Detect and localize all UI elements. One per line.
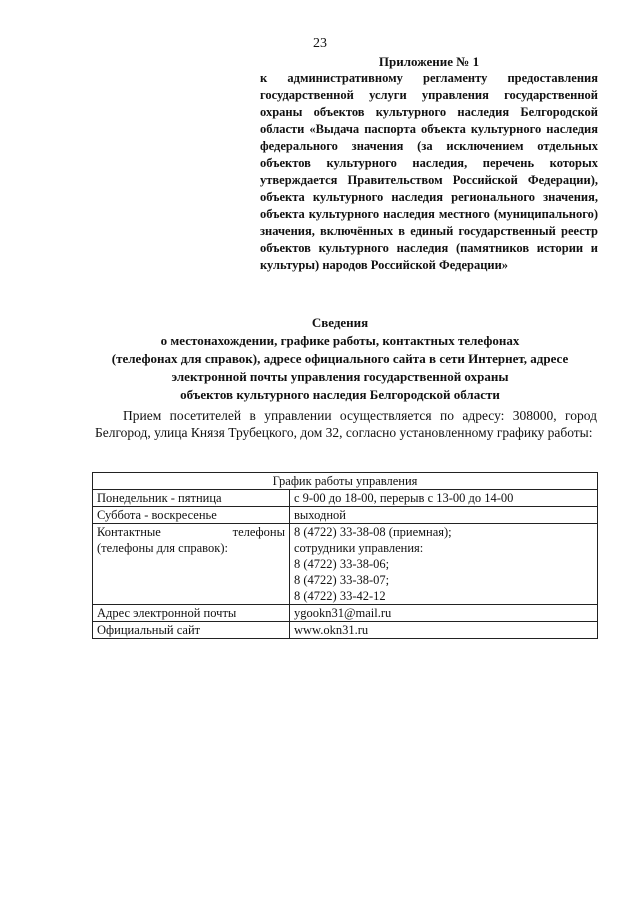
table-row [93,524,598,605]
weekdays-label: Понедельник - пятница [93,490,290,507]
weekend-label: Суббота - воскресенье [93,507,290,524]
phones-label [93,524,290,605]
table-header: График работы управления [93,473,598,490]
phone-line: 8 (4722) 33-38-08 (приемная); [294,525,452,539]
weekend-value: выходной [290,507,598,524]
heading-line-1: Сведения [311,315,369,330]
weekdays-value: с 9-00 до 18-00, перерыв с 13-00 до 14-00 [290,490,598,507]
schedule-table [92,472,598,639]
heading-line-4: электронной почты управления государственной охраны [171,369,509,384]
annex-title: Приложение № 1 [378,54,480,69]
heading-line-5: объектов культурного наследия Белгородской области [180,387,500,402]
table-row [93,507,598,524]
phone-line: 8 (4722) 33-38-07; [294,573,390,587]
phones-label-word-1: Контактные [97,525,161,539]
info-heading [70,314,610,404]
table-header-row [93,473,598,490]
table-row [93,622,598,639]
phones-label-line-2: (телефоны для справок): [97,541,228,555]
phones-value [290,524,598,605]
annex-block [260,53,598,274]
phone-line: 8 (4722) 33-42-12 [294,589,386,603]
email-label: Адрес электронной почты [93,605,290,622]
phone-line: 8 (4722) 33-38-06; [294,557,390,571]
table-row [93,490,598,507]
site-label: Официальный сайт [93,622,290,639]
page-number: 23 [313,36,327,51]
intro-paragraph: Прием посетителей в управлении осуществляется по адресу: 308000, город Белгород, улица Князя Трубецкого, дом 32, согласно установленному графику работы: [95,408,597,440]
site-value: www.okn31.ru [290,622,598,639]
annex-body: к административному регламенту предоставления государственной услуги управления государственной охраны объектов культурного наследия Белгородской области «Выдача паспорта объекта культурного наследия федерального значения (за исключением отдельных объектов культурного наследия, перечень которых утверждается Правительством Российской Федерации), объекта культурного наследия регионального значения, объекта культурного наследия местного (муниципального) значения, включённых в единый государственный реестр объектов культурного наследия (памятников истории и культуры) народов Российской Федерации» [260,71,598,272]
email-value: ygookn31@mail.ru [290,605,598,622]
phone-line: сотрудники управления: [294,541,424,555]
heading-line-3: (телефонах для справок), адресе официального сайта в сети Интернет, адресе [111,351,569,366]
table-row [93,605,598,622]
phones-label-word-2: телефоны [232,525,285,539]
heading-line-2: о местонахождении, графике работы, контактных телефонах [160,333,520,348]
